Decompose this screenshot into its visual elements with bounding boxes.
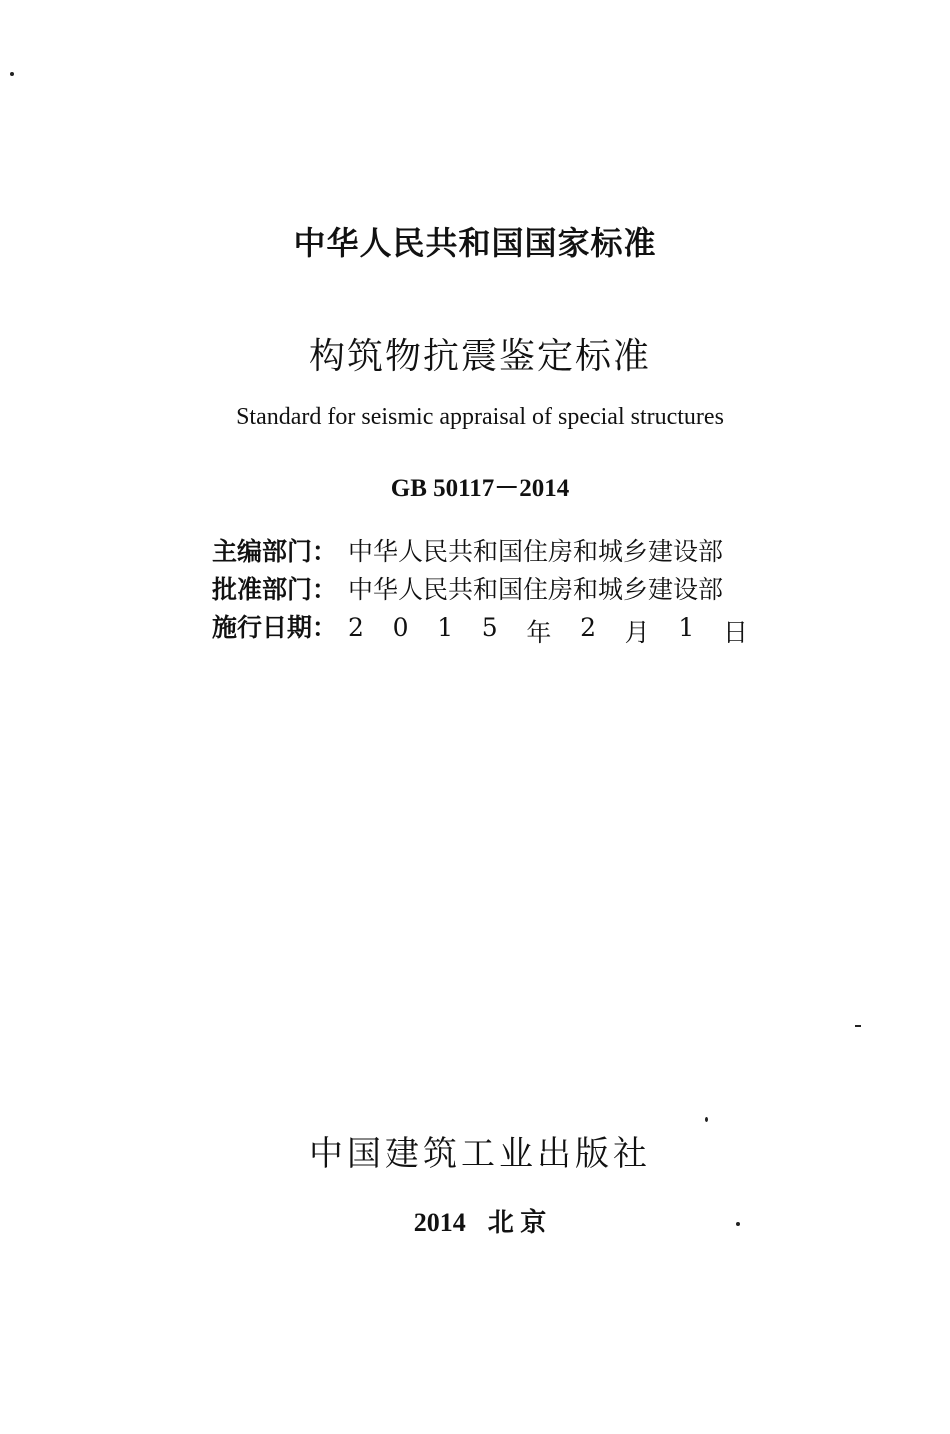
effective-date-label: 施行日期： [212,613,338,642]
scan-speck [10,72,14,76]
effective-date-part: 1 [678,613,695,642]
publisher-name: 中国建筑工业出版社 [309,1134,651,1174]
effective-date-part: 0 [392,613,409,642]
editor-department-row [212,532,772,570]
approval-department-value: 中华人民共和国住房和城乡建设部 [348,575,724,604]
effective-date-part: 年 [526,618,552,647]
standard-title-chinese: 构筑物抗震鉴定标准 [308,336,651,377]
scan-speck [855,1025,861,1027]
publication-year: 2014 [413,1208,466,1237]
national-standard-heading: 中华人民共和国国家标准 [293,224,657,262]
standard-code: GB 50117－2014 [390,475,570,502]
approval-department-label: 批准部门： [212,575,338,604]
effective-date-part: 1 [437,613,454,642]
publication-city: 北 京 [487,1208,547,1237]
effective-date-value [348,613,748,649]
publication-year-place [0,1202,950,1239]
standard-title-english: Standard for seismic appraisal of special structures [236,404,724,430]
effective-date-part: 5 [481,613,498,642]
approval-department-row [212,570,772,608]
editor-department-value: 中华人民共和国住房和城乡建设部 [348,537,724,566]
effective-date-part: 2 [580,613,596,642]
effective-date-row [212,608,772,646]
editor-department-label: 主编部门： [212,537,338,566]
effective-date-part: 月 [624,618,650,647]
standard-metadata [212,532,772,646]
effective-date-part: 日 [722,618,748,647]
effective-date-part: 2 [348,613,364,642]
scan-speck [705,1117,708,1122]
